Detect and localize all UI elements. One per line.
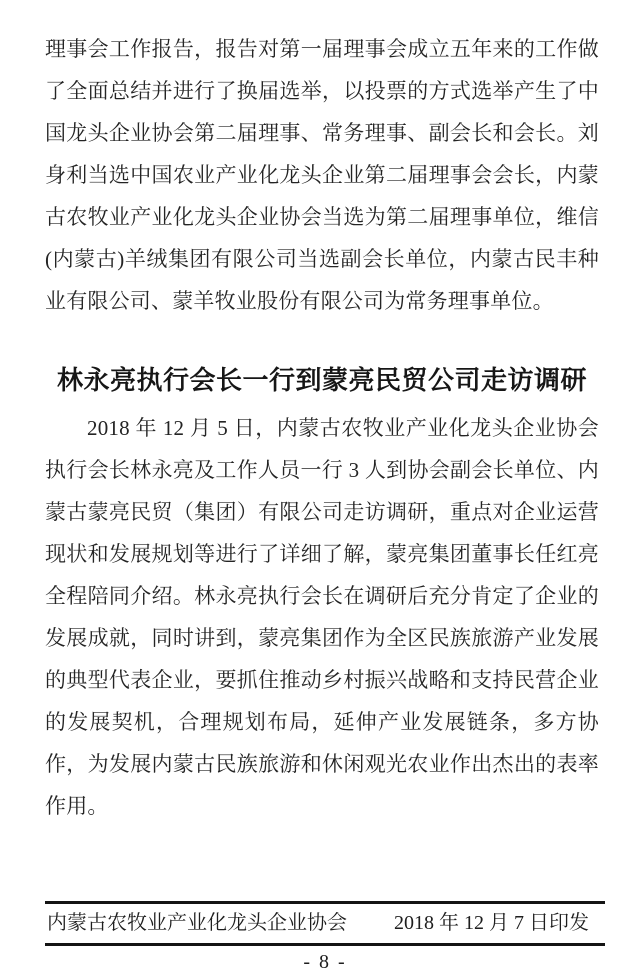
footer-rule-bottom <box>45 943 605 946</box>
section-title: 林永亮执行会长一行到蒙亮民贸公司走访调研 <box>56 366 587 395</box>
footer-issue-date: 2018 年 12 月 7 日印发 <box>394 912 589 934</box>
body-paragraph: 2018 年 12 月 5 日，内蒙古农牧业产业化龙头企业协会执行会长林永亮及工作人员一行 3 人到协会副会长单位、内蒙古蒙亮民贸（集团）有限公司走访调研，重点对企业运营现状和发展规划等进行了详细了解，蒙亮集团董事长任红亮全程陪同介绍。林永亮执行会长在调研后充分肯定了企业的发展成就，同时讲到，蒙亮集团作为全区民族旅游产业发展的典型代表企业，要抓住推动乡村振兴战略和支持民营企业的发展契机，合理规划布局，延伸产业发展链条，多方协作，为发展内蒙古民族旅游和休闲观光农业作出杰出的表率作用。 <box>45 416 599 818</box>
footer <box>45 904 605 943</box>
footer-org-name: 内蒙古农牧业产业化龙头企业协会 <box>47 912 347 934</box>
page-content <box>45 28 599 827</box>
body-paragraph: 理事会工作报告，报告对第一届理事会成立五年来的工作做了全面总结并进行了换届选举，以投票的方式选举产生了中国龙头企业协会第二届理事、常务理事、副会长和会长。刘身利当选中国农业产业化龙头企业第二届理事会会长，内蒙古农牧业产业化龙头企业协会当选为第二届理事单位，维信(内蒙古)羊绒集团有限公司当选副会长单位，内蒙古民丰种业有限公司、蒙羊牧业股份有限公司为常务理事单位。 <box>45 37 599 313</box>
page-number: - 8 - <box>303 951 347 973</box>
